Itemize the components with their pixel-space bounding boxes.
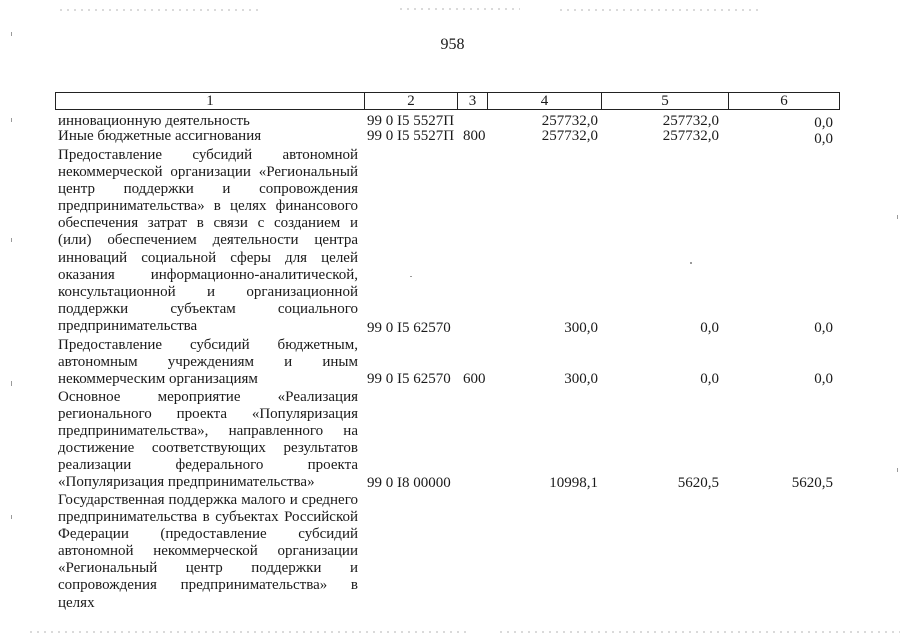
header-cell-1: 1 (206, 93, 214, 109)
row-value-4: 300,0 (564, 320, 598, 336)
row-value-6: 5620,5 (791, 475, 833, 491)
row-value-4: 257732,0 (541, 128, 598, 144)
row-value-6: 0,0 (814, 371, 833, 387)
row-code: 99 0 I5 62570 (367, 320, 451, 336)
header-cell-2: 2 (364, 93, 457, 109)
row-value-5: 257732,0 (662, 113, 719, 129)
header-cell-5: 5 (601, 93, 728, 109)
row-code: 99 0 I8 00000 (367, 475, 451, 491)
row-name: Основное мероприятие «Реализация регионального проекта «Популяризация предпринимательства», направленного на достижение соответствующих результатов реализации федерального проекта «Популяризация предпринимательства» (58, 389, 358, 491)
row-code: 99 0 I5 5527П (367, 113, 455, 129)
row-value-4: 257732,0 (541, 113, 598, 129)
row-value-5: 257732,0 (662, 128, 719, 144)
row-value-5: 0,0 (700, 320, 719, 336)
row-name: Государственная поддержка малого и среднего предпринимательства в субъектах Российской Федерации (предоставление субсидий автономной некоммерческой организации «Региональный центр поддержки и сопровождения предпринимательства» в целях (58, 492, 358, 611)
header-cell-4: 4 (487, 93, 601, 109)
row-value-6: 0,0 (814, 320, 833, 336)
row-name: Предоставление субсидий бюджетным, автономным учреждениям и иным некоммерческим организациям (58, 337, 358, 388)
header-cell-6: 6 (728, 93, 839, 109)
row-value-5: 0,0 (700, 371, 719, 387)
row-name: Иные бюджетные ассигнования (58, 128, 262, 144)
row-name: инновационную деятельность (58, 113, 250, 129)
row-value-5: 5620,5 (677, 475, 719, 491)
row-code: 99 0 I5 5527П (367, 128, 455, 144)
row-name: Предоставление субсидий автономной некоммерческой организации «Региональный центр поддержки и сопровождения предпринимательства» в целях финансового обеспечения затрат в связи с созданием и (или) обеспечением деятельности центра инноваций социальной сферы для целей оказания информационно-аналитической, консультационной и организационной поддержки субъектам социального предпринимательства (58, 147, 358, 334)
row-value-6: 0,0 (814, 131, 833, 147)
header-cell-3: 3 (457, 93, 487, 109)
page-number: 958 (440, 36, 465, 53)
row-value-6: 0,0 (814, 115, 833, 131)
row-value-4: 300,0 (564, 371, 598, 387)
row-code: 99 0 I5 62570 (367, 371, 451, 387)
row-expense-type: 800 (463, 128, 486, 144)
row-value-4: 10998,1 (549, 475, 598, 491)
row-expense-type: 600 (463, 371, 486, 387)
